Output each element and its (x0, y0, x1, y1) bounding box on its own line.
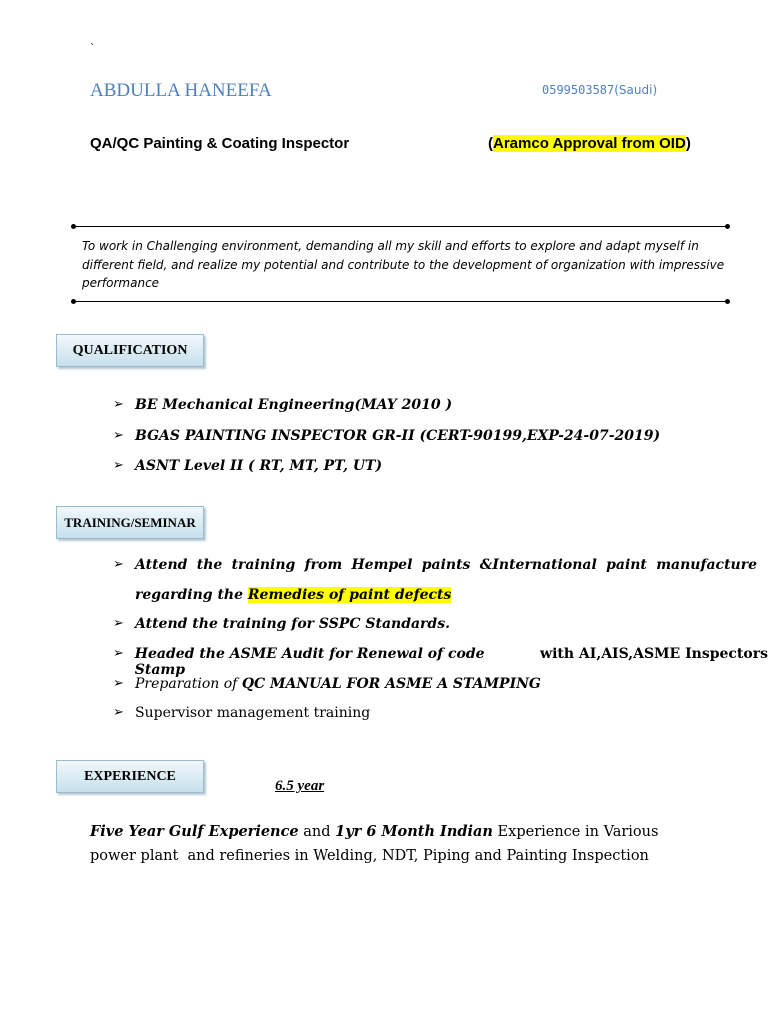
item-text: Headed the ASME Audit for Renewal of code Stamp (134, 646, 485, 678)
list-item (113, 428, 660, 444)
item-text: BGAS PAINTING INSPECTOR GR-II (CERT-90199,EXP-24-07-2019) (135, 428, 661, 444)
list-item (113, 705, 370, 721)
item-text: Supervisor management training (135, 705, 371, 721)
objective-text: To work in Challenging environment, demanding all my skill and efforts to explore and adapt myself in different field, and realize my potential and contribute to the development of organization with impressive performance (82, 239, 725, 290)
candidate-name: ABDULLA HANEEFA (90, 80, 272, 101)
item-text: ASNT Level II ( RT, MT, PT, UT) (135, 458, 383, 474)
arrow-bullet-icon: ➢ (113, 458, 124, 473)
indian-exp: 1yr 6 Month Indian (335, 823, 493, 840)
arrow-bullet-icon: ➢ (113, 557, 124, 572)
list-item (113, 676, 541, 692)
arrow-bullet-icon: ➢ (113, 616, 124, 631)
section-qualification: QUALIFICATION (56, 334, 204, 367)
text: power plant and refineries in Welding, NDT, Piping and Painting Inspection (90, 848, 649, 864)
phone-digits: 0599503587 (542, 83, 615, 97)
experience-years: 6.5 year (275, 778, 325, 794)
item-text: regarding the (135, 587, 248, 603)
paren: ( (488, 135, 493, 152)
gulf-exp: Five Year Gulf Experience (90, 823, 299, 840)
arrow-bullet-icon: ➢ (113, 676, 124, 691)
list-item (113, 397, 452, 413)
item-text: QC MANUAL FOR ASME A STAMPING (241, 676, 541, 692)
highlight-text: Remedies of paint defects (247, 587, 452, 603)
list-item-continued (135, 587, 451, 603)
section-training: TRAINING/SEMINAR (56, 506, 204, 539)
item-text: BE Mechanical Engineering(MAY 2010 ) (135, 397, 453, 413)
arrow-bullet-icon: ➢ (113, 705, 124, 720)
text: Experience in Various (492, 824, 659, 840)
list-item (113, 646, 768, 678)
item-text: Attend the training from Hempel paints &International paint manufacture (135, 557, 757, 573)
stray-mark: ` (90, 42, 96, 55)
arrow-bullet-icon: ➢ (113, 646, 124, 661)
arrow-bullet-icon: ➢ (113, 428, 124, 443)
arrow-bullet-icon: ➢ (113, 397, 124, 412)
paren: ) (685, 135, 691, 152)
item-text: Attend the training for SSPC Standards. (135, 616, 450, 632)
text: and (298, 824, 336, 840)
job-title: QA/QC Painting & Coating Inspector (90, 135, 350, 152)
divider (73, 226, 728, 227)
approval-note (488, 135, 691, 152)
approval-highlight: Aramco Approval from OID (493, 135, 686, 152)
phone-country: (Saudi) (614, 83, 658, 97)
section-experience: EXPERIENCE (56, 760, 204, 793)
divider (73, 301, 728, 302)
list-item (113, 458, 382, 474)
list-item (113, 616, 450, 632)
item-text-pre: Preparation of (135, 676, 242, 692)
experience-summary (90, 820, 670, 868)
list-item (113, 557, 757, 573)
item-text-rest: with AI,AIS,ASME Inspectors (535, 646, 768, 662)
phone-number (542, 83, 657, 98)
